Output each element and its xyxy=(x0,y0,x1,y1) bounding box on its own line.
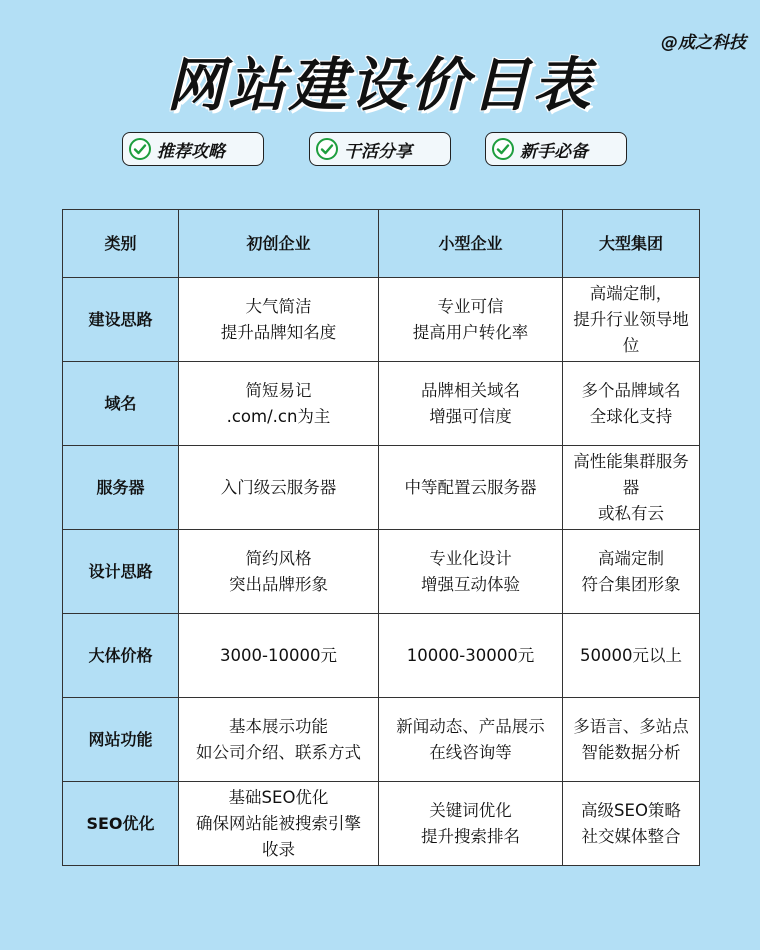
table-row xyxy=(63,614,700,698)
table-cell xyxy=(563,614,700,698)
check-icon xyxy=(129,138,151,160)
cell-line: 高端定制 xyxy=(598,548,664,568)
cell-line: 位 xyxy=(622,335,640,355)
tag-label: 新手必备 xyxy=(520,141,588,162)
cell-line: 简短易记 xyxy=(245,380,312,400)
watermark: @成之科技 xyxy=(661,33,746,53)
table-cell xyxy=(379,614,563,698)
cell-line: 多语言、多站点 xyxy=(573,716,689,736)
cell-line: 大气简洁 xyxy=(245,296,312,316)
table-row xyxy=(63,278,700,362)
table-cell xyxy=(563,698,700,782)
table-cell xyxy=(563,530,700,614)
cell-line: 或私有云 xyxy=(598,503,664,523)
cell-line: 基本展示功能 xyxy=(229,716,328,736)
row-label: 建设思路 xyxy=(63,278,179,362)
table-cell xyxy=(179,614,379,698)
header-small-business: 小型企业 xyxy=(379,210,563,278)
header-startup: 初创企业 xyxy=(179,210,379,278)
cell-line: 收录 xyxy=(262,839,295,859)
row-label: 设计思路 xyxy=(63,530,179,614)
tag-label: 干活分享 xyxy=(344,141,412,162)
page-title: 网站建设价目表 xyxy=(166,51,594,119)
table-cell xyxy=(379,362,563,446)
table-row xyxy=(63,446,700,530)
table-cell xyxy=(379,446,563,530)
check-icon xyxy=(316,138,338,160)
cell-line: .com/.cn为主 xyxy=(226,406,331,426)
table-cell xyxy=(179,782,379,866)
table-cell xyxy=(563,278,700,362)
table-cell xyxy=(379,782,563,866)
cell-line: 3000-10000元 xyxy=(220,645,337,665)
table-cell xyxy=(379,278,563,362)
cell-line: 突出品牌形象 xyxy=(229,574,328,594)
table-cell xyxy=(179,278,379,362)
cell-line: 高级SEO策略 xyxy=(581,800,681,820)
row-label: 服务器 xyxy=(63,446,179,530)
tag-row xyxy=(0,132,760,168)
cell-line: 提升搜索排名 xyxy=(421,826,520,846)
cell-line: 社交媒体整合 xyxy=(581,826,681,846)
cell-line: 多个品牌域名 xyxy=(581,380,681,400)
cell-line: 确保网站能被搜索引擎 xyxy=(196,813,361,833)
cell-line: 品牌相关域名 xyxy=(421,380,520,400)
row-label: 网站功能 xyxy=(63,698,179,782)
table-cell xyxy=(179,698,379,782)
table-cell xyxy=(179,530,379,614)
check-icon xyxy=(492,138,514,160)
tag-label: 推荐攻略 xyxy=(157,141,225,162)
tag-beginner xyxy=(485,132,627,166)
header-category: 类别 xyxy=(63,210,179,278)
row-label: 大体价格 xyxy=(63,614,179,698)
table-cell xyxy=(563,446,700,530)
table-cell xyxy=(563,362,700,446)
cell-line: 增强互动体验 xyxy=(421,574,520,594)
table-row xyxy=(63,698,700,782)
cell-line: 简约风格 xyxy=(245,548,312,568)
cell-line: 中等配置云服务器 xyxy=(404,477,537,497)
cell-line: 提升品牌知名度 xyxy=(220,322,337,342)
tag-share xyxy=(309,132,451,166)
cell-line: 关键词优化 xyxy=(429,800,512,820)
cell-line: 10000-30000元 xyxy=(406,645,535,665)
cell-line: 增强可信度 xyxy=(429,406,512,426)
cell-line: 如公司介绍、联系方式 xyxy=(196,742,361,762)
table-cell xyxy=(179,446,379,530)
table-header-row xyxy=(63,210,700,278)
table-row xyxy=(63,530,700,614)
table-cell xyxy=(563,782,700,866)
cell-line: 新闻动态、产品展示 xyxy=(396,716,545,736)
cell-line: 符合集团形象 xyxy=(581,574,681,594)
cell-line: 高性能集群服务 xyxy=(573,451,689,471)
cell-line: 50000元以上 xyxy=(580,645,682,665)
cell-line: 专业可信 xyxy=(437,296,504,316)
cell-line: 专业化设计 xyxy=(429,548,512,568)
row-label: SEO优化 xyxy=(63,782,179,866)
table-row xyxy=(63,782,700,866)
cell-line: 智能数据分析 xyxy=(581,742,681,762)
price-table xyxy=(62,209,700,866)
cell-line: 在线咨询等 xyxy=(429,742,512,762)
cell-line: 全球化支持 xyxy=(589,406,673,426)
tag-recommend xyxy=(122,132,264,166)
table-cell xyxy=(379,530,563,614)
table-cell xyxy=(179,362,379,446)
cell-line: 提高用户转化率 xyxy=(412,322,529,342)
cell-line: 高端定制， xyxy=(589,283,673,303)
cell-line: 器 xyxy=(622,477,640,497)
cell-line: 提升行业领导地 xyxy=(573,309,689,329)
cell-line: 入门级云服务器 xyxy=(220,477,337,497)
cell-line: 基础SEO优化 xyxy=(228,787,329,807)
row-label: 域名 xyxy=(63,362,179,446)
table-cell xyxy=(379,698,563,782)
header-large-group: 大型集团 xyxy=(563,210,700,278)
table-row xyxy=(63,362,700,446)
table-body xyxy=(63,278,700,866)
